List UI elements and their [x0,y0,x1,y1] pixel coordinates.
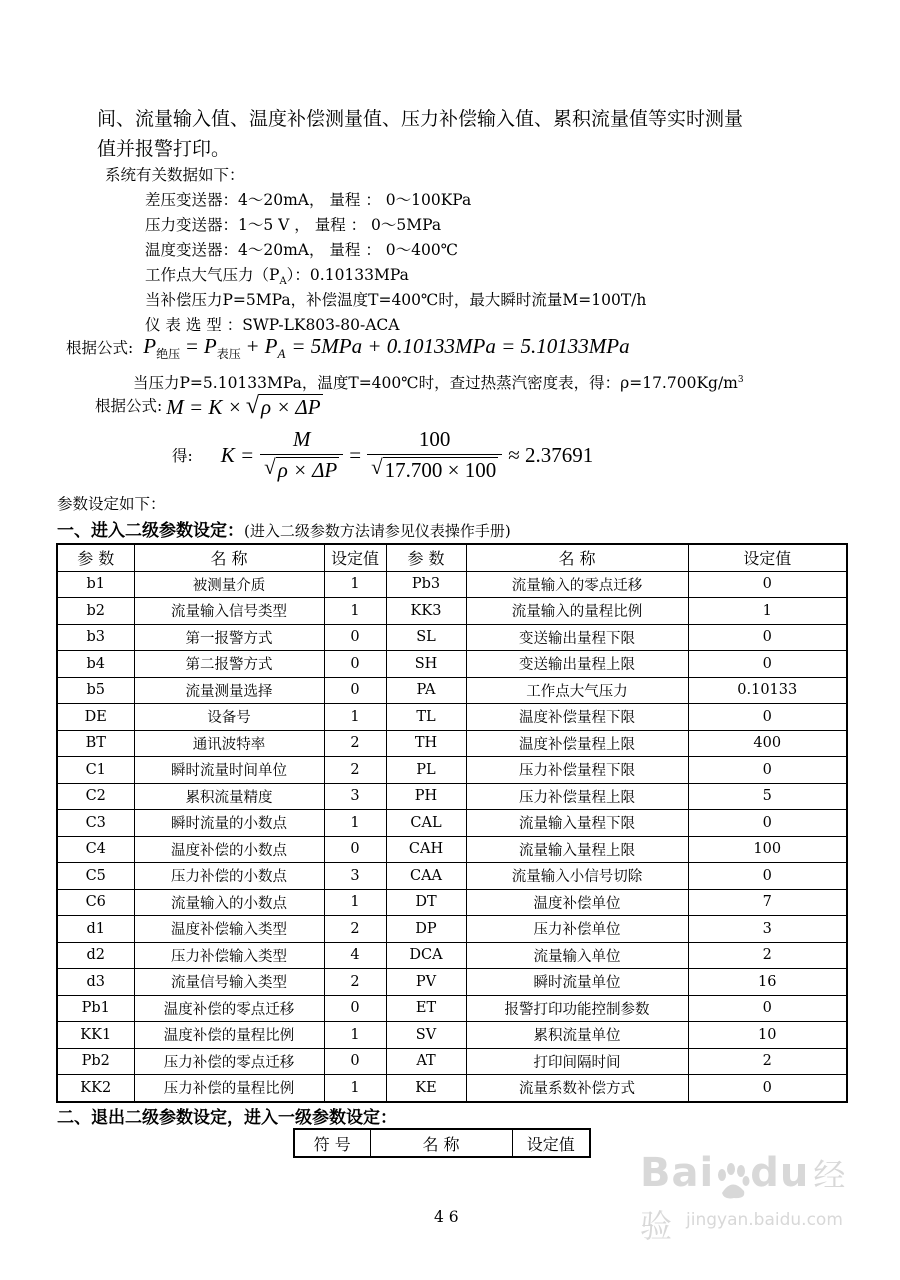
param-name-right: 工作点大气压力 [466,677,688,704]
table-row [57,757,847,784]
formula-absolute-pressure [66,334,630,362]
param-value-left: 1 [324,889,386,916]
section-1-heading [57,516,511,541]
param-code-right: CAH [386,836,466,863]
formula-1-p-gauge [204,334,241,362]
param-value-right: 0 [688,995,847,1022]
sqrt-symbol-3: √ [371,455,383,479]
table-row [57,730,847,757]
table-row [57,969,847,996]
sqrt-symbol: √ [245,393,259,419]
param-code-left: d3 [57,969,134,996]
param-value-right: 0.10133 [688,677,847,704]
table-row [57,1022,847,1049]
param-name-left: 累积流量精度 [134,783,324,810]
param-code-right: DP [386,916,466,943]
param-code-right: PV [386,969,466,996]
primary-params-table [293,1128,591,1158]
system-data-title: 系统有关数据如下： [105,166,245,184]
formula-3-num-2: 100 [418,427,451,451]
formula-3-result: ≈ 2.37691 [508,442,594,467]
param-name-left: 流量测量选择 [134,677,324,704]
param-code-right: DCA [386,942,466,969]
param-value-right: 0 [688,651,847,678]
param-value-right: 5 [688,783,847,810]
atm-pressure-subscript: A [279,276,287,288]
param-code-left: C5 [57,863,134,890]
param-value-right: 0 [688,863,847,890]
param-value-left: 0 [324,651,386,678]
table-row [57,677,847,704]
param-value-right: 2 [688,942,847,969]
param-value-right: 1 [688,598,847,625]
param-value-left: 0 [324,624,386,651]
param-name-left: 第一报警方式 [134,624,324,651]
table-row [57,1075,847,1102]
param-code-right: SH [386,651,466,678]
param-code-right: CAA [386,863,466,890]
param-code-right: Pb3 [386,571,466,598]
intro-line-2: 值并报警打印。 [97,138,231,160]
param-code-left: KK2 [57,1075,134,1102]
param-name-right: 流量输入小信号切除 [466,863,688,890]
table2-header-row [294,1129,590,1157]
param-code-left: KK1 [57,1022,134,1049]
intro-line-1: 间、流量输入值、温度补偿测量值、压力补偿输入值、累积流量值等实时测量 [97,108,744,130]
param-code-right: DT [386,889,466,916]
formula-flow [95,394,323,420]
param-name-left: 温度补偿输入类型 [134,916,324,943]
watermark-logo-right: du [750,1150,810,1196]
param-value-left: 0 [324,836,386,863]
param-code-left: b5 [57,677,134,704]
table2-header-value: 设定值 [512,1129,590,1157]
param-name-right: 流量输入量程上限 [466,836,688,863]
header-value-2: 设定值 [688,544,847,571]
formula-3-fraction-1 [260,427,343,483]
param-code-right: SV [386,1022,466,1049]
param-value-left: 4 [324,942,386,969]
atm-pressure-value: ）：0.10133MPa [286,266,409,284]
param-value-right: 2 [688,1048,847,1075]
formula-2-sqrt [246,394,323,420]
section-1-note: (进入二级参数方法请参见仪表操作手册) [244,522,511,540]
table-row [57,571,847,598]
param-name-left: 通讯波特率 [134,730,324,757]
header-name-2: 名 称 [466,544,688,571]
formula-1-gauge-sub: 表压 [216,347,241,362]
param-code-right: PL [386,757,466,784]
atm-pressure-label: 工作点大气压力（P [145,266,280,284]
param-name-right: 压力补偿单位 [466,916,688,943]
param-code-right: TL [386,704,466,731]
param-code-right: KE [386,1075,466,1102]
formula-3-den-2 [367,454,502,483]
formula-3-num-1: M [292,427,311,451]
header-param-2: 参 数 [386,544,466,571]
table-row [57,916,847,943]
baidu-jingyan-watermark [640,1150,850,1250]
dp-transmitter-spec: 差压变送器：4～20mA， 量程 ： 0～100KPa [145,191,472,209]
formula-1-plus: + [246,334,259,358]
param-name-left: 流量输入信号类型 [134,598,324,625]
formula-2-radicand: ρ × ΔP [261,395,321,419]
formula-2-label: 根据公式: [95,397,163,415]
formula-1-pa [265,334,286,362]
param-value-left: 1 [324,704,386,731]
param-name-right: 流量输入的量程比例 [466,598,688,625]
param-name-right: 流量输入量程下限 [466,810,688,837]
table-row [57,1048,847,1075]
param-value-left: 1 [324,1022,386,1049]
param-name-left: 瞬时流量时间单位 [134,757,324,784]
formula-3-eq: = [349,442,362,467]
param-code-left: C4 [57,836,134,863]
param-value-left: 2 [324,916,386,943]
density-text: 当压力P=5.10133MPa，温度T=400℃时，查过热蒸汽密度表，得：ρ=17.700Kg/m [133,374,738,392]
param-code-left: DE [57,704,134,731]
formula-1-p3: P [264,334,278,358]
compensation-spec: 当补偿压力P=5MPa，补偿温度T=400℃时，最大瞬时流量M=100T/h [145,291,647,309]
param-name-left: 压力补偿的小数点 [134,863,324,890]
param-value-right: 10 [688,1022,847,1049]
table-row [57,624,847,651]
section-1-title: 一、进入二级参数设定： [57,521,244,541]
secondary-params-table [56,543,848,1103]
param-name-right: 温度补偿单位 [466,889,688,916]
watermark-logo-left: Bai [640,1150,715,1196]
formula-1-abs-sub: 绝压 [156,347,181,362]
param-name-left: 被测量介质 [134,571,324,598]
param-name-left: 压力补偿输入类型 [134,942,324,969]
formula-1-p2: P [203,334,217,358]
formula-3-lhs: K = [220,442,255,467]
param-value-left: 0 [324,1048,386,1075]
param-value-left: 0 [324,995,386,1022]
watermark-logo-cn: 经验 [640,1156,846,1245]
param-value-left: 2 [324,730,386,757]
param-code-left: Pb2 [57,1048,134,1075]
pressure-transmitter-spec: 压力变送器：1～5 V ， 量程 ： 0～5MPa [145,216,442,234]
param-code-left: b2 [57,598,134,625]
density-line [133,371,744,393]
table-row [57,942,847,969]
param-code-right: CAL [386,810,466,837]
param-name-left: 温度补偿的零点迁移 [134,995,324,1022]
section-2-heading: 二、退出二级参数设定，进入一级参数设定： [57,1108,397,1128]
param-code-left: d1 [57,916,134,943]
param-value-right: 0 [688,704,847,731]
density-superscript: 3 [737,374,744,385]
param-value-right: 16 [688,969,847,996]
temperature-transmitter-spec: 温度变送器：4～20mA， 量程 ： 0～400℃ [145,241,459,259]
param-value-left: 2 [324,757,386,784]
param-value-left: 0 [324,677,386,704]
header-param-1: 参 数 [57,544,134,571]
param-value-right: 0 [688,810,847,837]
param-value-right: 0 [688,624,847,651]
param-code-left: C6 [57,889,134,916]
table-row [57,836,847,863]
param-value-left: 2 [324,969,386,996]
table-row [57,995,847,1022]
param-code-left: Pb1 [57,995,134,1022]
param-name-left: 第二报警方式 [134,651,324,678]
param-value-right: 100 [688,836,847,863]
table2-header-name: 名 称 [370,1129,512,1157]
formula-1-p: P [143,334,157,358]
header-name-1: 名 称 [134,544,324,571]
param-name-left: 流量信号输入类型 [134,969,324,996]
param-code-right: ET [386,995,466,1022]
param-name-left: 压力补偿的量程比例 [134,1075,324,1102]
table2-header-symbol: 符 号 [294,1129,370,1157]
param-code-right: PA [386,677,466,704]
param-name-right: 压力补偿量程下限 [466,757,688,784]
param-code-left: BT [57,730,134,757]
table-row [57,810,847,837]
param-name-left: 瞬时流量的小数点 [134,810,324,837]
formula-3-fraction-2 [367,427,502,483]
param-name-left: 温度补偿的小数点 [134,836,324,863]
param-code-left: C2 [57,783,134,810]
formula-2-lhs: M = K × [166,395,242,419]
param-name-right: 温度补偿量程上限 [466,730,688,757]
page-number: 4 6 [434,1208,459,1226]
param-name-right: 变送输出量程上限 [466,651,688,678]
param-code-left: b3 [57,624,134,651]
param-code-left: C1 [57,757,134,784]
formula-3-den-1-radicand: ρ × ΔP [277,458,338,482]
param-code-left: C3 [57,810,134,837]
param-name-left: 设备号 [134,704,324,731]
table-row [57,863,847,890]
table-row [57,651,847,678]
formula-1-eq: = [186,334,198,358]
sqrt-symbol-2: √ [264,455,276,479]
paw-icon [714,1163,750,1201]
param-name-left: 压力补偿的零点迁移 [134,1048,324,1075]
param-name-right: 变送输出量程下限 [466,624,688,651]
formula-3-label: 得: [172,447,193,465]
param-value-right: 400 [688,730,847,757]
param-code-right: TH [386,730,466,757]
formula-3-den-2-radicand: 17.700 × 100 [384,458,497,482]
param-value-left: 1 [324,598,386,625]
table-row [57,704,847,731]
param-name-right: 压力补偿量程上限 [466,783,688,810]
formula-k [172,425,593,485]
param-name-right: 温度补偿量程下限 [466,704,688,731]
param-name-right: 报警打印功能控制参数 [466,995,688,1022]
param-value-left: 1 [324,1075,386,1102]
param-value-right: 0 [688,757,847,784]
formula-1-pa-sub: A [277,346,286,362]
header-value-1: 设定值 [324,544,386,571]
param-code-right: KK3 [386,598,466,625]
param-value-left: 3 [324,783,386,810]
param-name-right: 打印间隔时间 [466,1048,688,1075]
param-code-left: d2 [57,942,134,969]
formula-3-den-1 [260,454,343,483]
instrument-model: 仪 表 选 型 ：SWP-LK803-80-ACA [145,316,400,334]
table-header-row [57,544,847,571]
param-name-left: 流量输入的小数点 [134,889,324,916]
params-intro: 参数设定如下： [57,495,166,513]
param-value-left: 1 [324,571,386,598]
atm-pressure-spec [145,263,409,287]
param-name-right: 流量输入单位 [466,942,688,969]
param-value-left: 3 [324,863,386,890]
param-value-right: 7 [688,889,847,916]
param-value-right: 0 [688,1075,847,1102]
table-row [57,889,847,916]
param-name-right: 累积流量单位 [466,1022,688,1049]
param-code-right: PH [386,783,466,810]
table-row [57,783,847,810]
param-value-right: 3 [688,916,847,943]
param-code-left: b4 [57,651,134,678]
formula-1-p-abs [143,334,180,362]
param-code-left: b1 [57,571,134,598]
param-value-left: 1 [324,810,386,837]
param-code-right: SL [386,624,466,651]
formula-1-rhs: = 5MPa + 0.10133MPa = 5.10133MPa [291,334,630,358]
param-name-right: 瞬时流量单位 [466,969,688,996]
formula-1-label: 根据公式: [66,339,134,357]
watermark-url: jingyan.baidu.com [686,1210,843,1230]
param-name-left: 温度补偿的量程比例 [134,1022,324,1049]
table-row [57,598,847,625]
param-code-right: AT [386,1048,466,1075]
param-value-right: 0 [688,571,847,598]
param-name-right: 流量系数补偿方式 [466,1075,688,1102]
param-name-right: 流量输入的零点迁移 [466,571,688,598]
